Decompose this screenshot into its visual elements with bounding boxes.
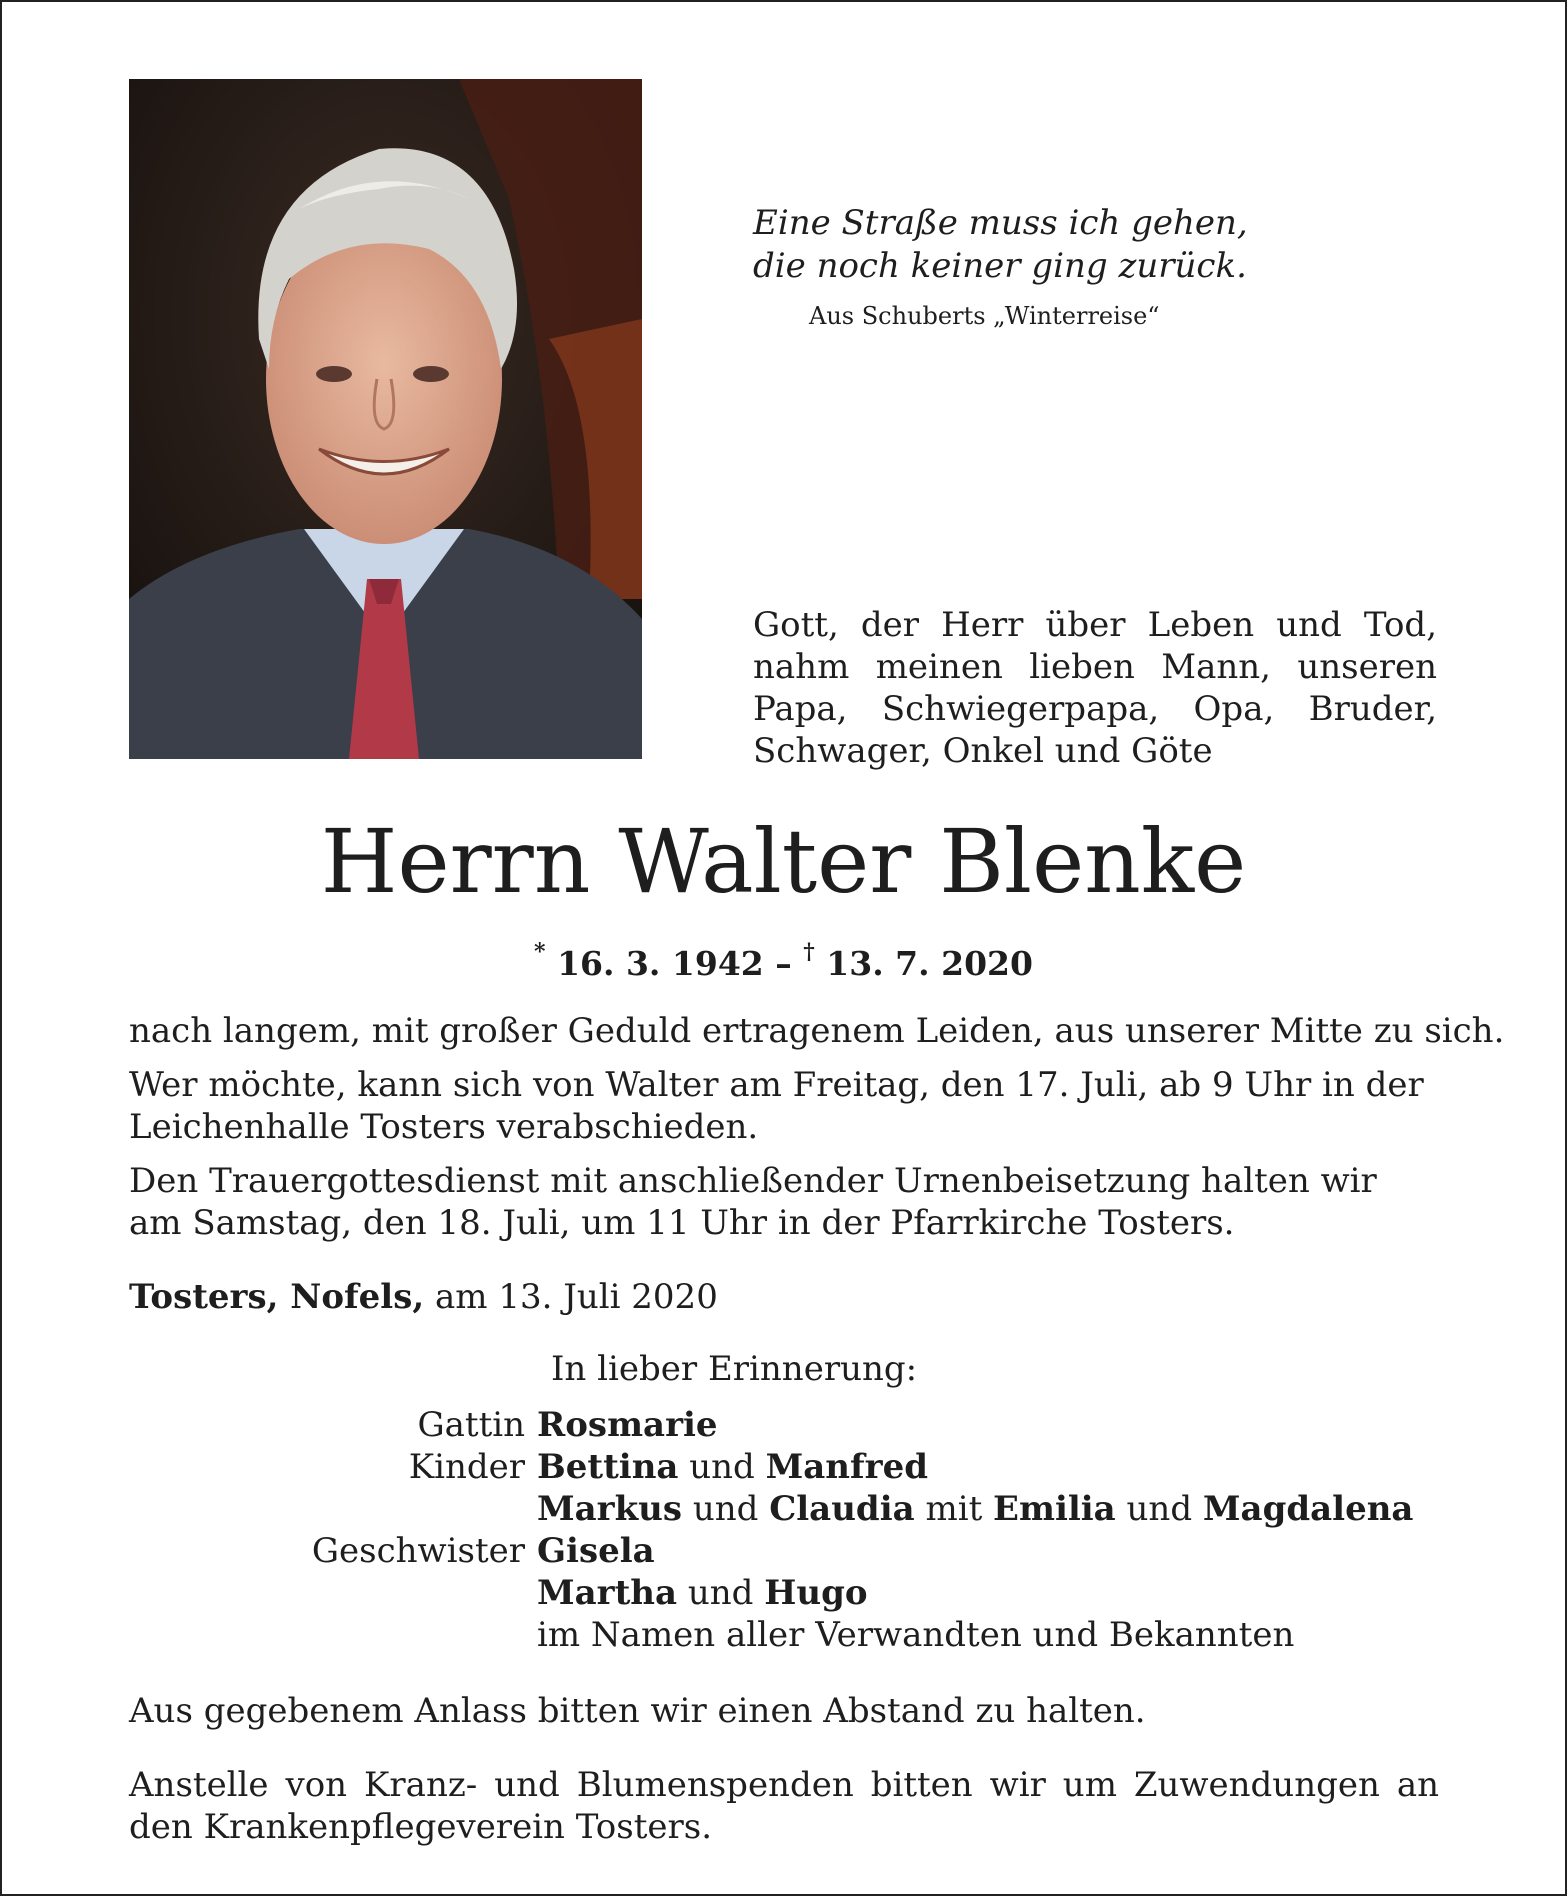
deceased-name: Herrn Walter Blenke [320,810,1247,913]
death-date: 13. 7. 2020 [826,944,1033,983]
family-row-geschwister-1 [129,1530,1449,1572]
name-magdalena: Magdalena [1202,1489,1414,1529]
intro-text: Gott, der Herr über Leben und Tod, nahm meinen lieben Mann, unseren Papa, Schwiegerpapa, Opa, Bruder, Schwager, Onkel und Göte [753,605,1437,771]
notice-date: am 13. Juli 2020 [435,1277,718,1317]
name-bettina: Bettina [537,1447,679,1487]
conj: und [687,1573,754,1613]
quote-block [753,202,1313,332]
name-emilia: Emilia [993,1489,1116,1529]
name-hugo: Hugo [764,1573,868,1613]
body-paragraph-3: Den Trauergottesdienst mit anschließender Urnenbeisetzung halten wir am Samstag, den 18. Juli, um 11 Uhr in der Pfarrkirche Tosters. [129,1161,1377,1243]
life-dates [0,936,1567,984]
name-gisela: Gisela [537,1531,655,1571]
place-date-line [129,1276,1439,1318]
conj: und [1126,1489,1193,1529]
quote-line-1: Eine Straße muss ich gehen, [753,203,1248,243]
death-mark: † [803,939,815,965]
body-paragraph-2: Wer möchte, kann sich von Walter am Freitag, den 17. Juli, ab 9 Uhr in der Leichenhalle Tosters verabschieden. [129,1065,1424,1147]
donation-notice: Anstelle von Kranz- und Blumenspenden bitten wir um Zuwendungen an den Krankenpflegeverein Tosters. [129,1765,1439,1847]
birth-date: 16. 3. 1942 [557,944,764,983]
family-row-geschwister-2 [129,1572,1449,1614]
family-row-gattin [129,1404,1449,1446]
name-manfred: Manfred [765,1447,928,1487]
distance-notice: Aus gegebenem Anlass bitten wir einen Abstand zu halten. [129,1691,1146,1731]
date-separator: – [775,944,792,983]
name-claudia: Claudia [769,1489,915,1529]
quote-line-2: die noch keiner ging zurück. [753,246,1247,286]
body-paragraph-1: nach langem, mit großer Geduld ertragenem Leiden, aus unserer Mitte zu sich. [129,1011,1505,1051]
others-text: im Namen aller Verwandten und Bekannten [537,1615,1295,1655]
birth-mark: * [534,939,546,965]
conj: und [692,1489,759,1529]
place: Tosters, Nofels, [129,1277,425,1317]
conj: und [689,1447,755,1487]
name-martha: Martha [537,1573,678,1613]
role-gattin: Gattin [417,1405,525,1445]
memory-heading: In lieber Erinnerung: [551,1349,918,1389]
role-geschwister: Geschwister [311,1531,525,1571]
family-row-kinder-1 [129,1446,1449,1488]
name-rosmarie: Rosmarie [537,1405,718,1445]
quote-source: Aus Schuberts „Winterreise“ [809,302,1160,330]
family-row-kinder-2 [129,1488,1449,1530]
portrait-photo [129,79,642,759]
role-kinder: Kinder [408,1447,525,1487]
conj: mit [925,1489,983,1529]
name-markus: Markus [537,1489,682,1529]
family-list [129,1404,1449,1656]
family-row-others [129,1614,1449,1656]
